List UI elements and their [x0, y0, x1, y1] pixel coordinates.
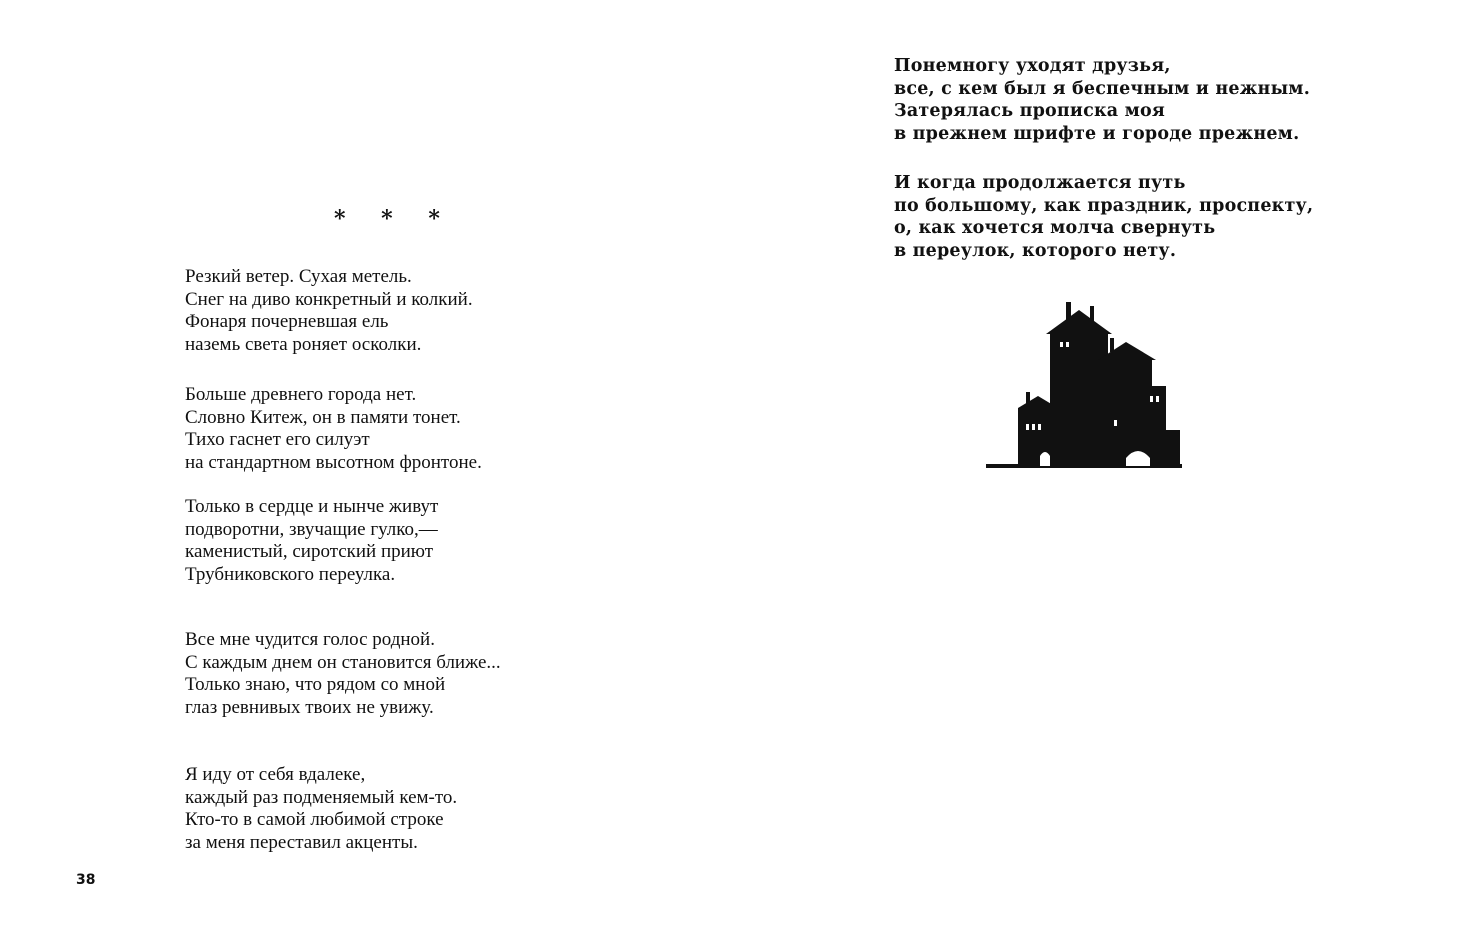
- poem-line: каждый раз подменяемый кем-то.: [185, 786, 458, 808]
- poem-line: Словно Китеж, он в памяти тонет.: [185, 406, 461, 428]
- poem-line: Затерялась прописка моя: [894, 101, 1166, 121]
- poem-line: Снег на диво конкретный и колкий.: [185, 288, 473, 310]
- poem-line: Резкий ветер. Сухая метель.: [185, 266, 412, 287]
- poem-line: Я иду от себя вдалеке,: [185, 764, 366, 785]
- stanza-2: [185, 384, 482, 474]
- stanza-5: [185, 764, 457, 854]
- stanza-right-2: [894, 172, 1313, 262]
- poem-line: в прежнем шрифте и городе прежнем.: [894, 123, 1300, 144]
- poem-line: Только в сердце и нынче живут: [185, 496, 439, 517]
- poem-line: по большому, как праздник, проспекту,: [894, 195, 1314, 216]
- stanza-3: [185, 496, 438, 586]
- stanza-right-1: [894, 55, 1310, 145]
- stanza-4: [185, 629, 501, 719]
- poem-line: Фонаря почерневшая ель: [185, 311, 389, 332]
- poem-line: С каждым днем он становится ближе...: [185, 651, 501, 673]
- poem-line: Только знаю, что рядом со мной: [185, 674, 446, 695]
- poem-line: на стандартном высотном фронтоне.: [185, 451, 482, 473]
- poem-line: И когда продолжается путь: [894, 173, 1186, 193]
- page-number: 38: [76, 872, 96, 888]
- poem-line: подворотни, звучащие гулко,—: [185, 518, 438, 540]
- poem-line: глаз ревнивых твоих не увижу.: [185, 696, 434, 718]
- poem-line: за меня переставил акценты.: [185, 831, 418, 853]
- poem-line: наземь света роняет осколки.: [185, 333, 422, 355]
- poem-line: Все мне чудится голос родной.: [185, 629, 435, 650]
- poem-line: Больше древнего города нет.: [185, 384, 417, 405]
- poem-line: в переулок, которого нету.: [894, 240, 1177, 261]
- poem-line: Кто-то в самой любимой строке: [185, 809, 444, 830]
- poem-line: Понемногу уходят друзья,: [894, 56, 1171, 76]
- stanza-1: [185, 266, 473, 356]
- poem-line: Тихо гаснет его силуэт: [185, 429, 370, 450]
- poem-line: все, с кем был я беспечным и нежным.: [894, 78, 1311, 99]
- castle-silhouette-icon: [986, 300, 1182, 472]
- poem-line: о, как хочется молча свернуть: [894, 218, 1216, 238]
- poem-line: каменистый, сиротский приют: [185, 541, 434, 562]
- section-ornament: * * *: [334, 206, 454, 232]
- poem-line: Трубниковского переулка.: [185, 563, 396, 585]
